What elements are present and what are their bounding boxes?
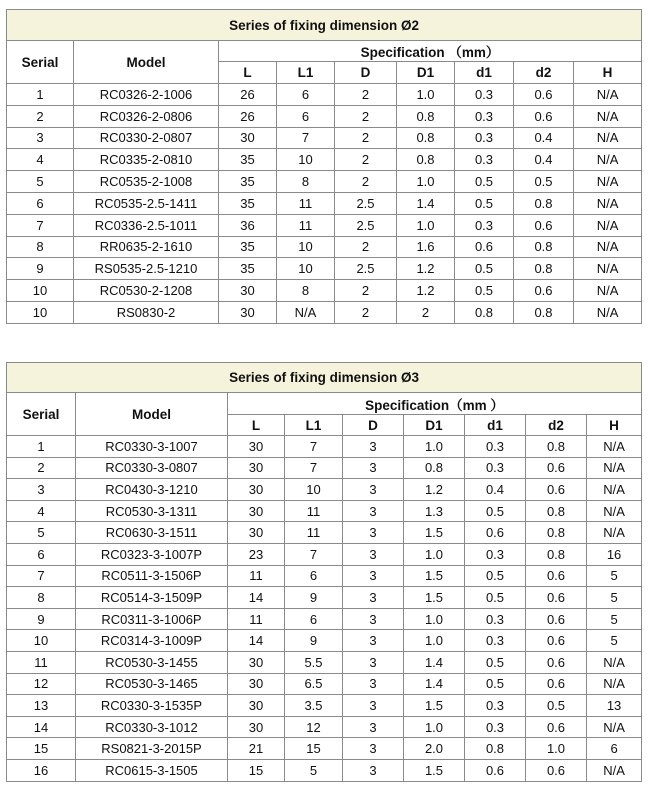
cell-d2: 0.8 <box>526 522 587 544</box>
cell-h: N/A <box>574 214 642 236</box>
cell-l: 30 <box>228 457 285 479</box>
table-row <box>7 105 642 127</box>
cell-d-outer: 3 <box>343 500 404 522</box>
cell-d1: 2 <box>397 301 455 323</box>
cell-d-outer: 3 <box>343 738 404 760</box>
cell-d2: 0.6 <box>526 565 587 587</box>
cell-d-outer: 2 <box>335 236 397 258</box>
cell-l: 30 <box>228 522 285 544</box>
cell-model: RR0635-2-1610 <box>74 236 219 258</box>
cell-model: RC0615-3-1505 <box>76 759 228 781</box>
cell-l1: 11 <box>277 192 335 214</box>
cell-model: RC0511-3-1506P <box>76 565 228 587</box>
table-row <box>7 457 642 479</box>
table-body <box>7 436 642 782</box>
cell-model: RC0335-2-0810 <box>74 149 219 171</box>
cell-h: N/A <box>587 522 642 544</box>
cell-model: RC0530-3-1455 <box>76 651 228 673</box>
cell-l1: 9 <box>285 630 343 652</box>
cell-d1-small: 0.5 <box>455 192 514 214</box>
cell-d-outer: 3 <box>343 651 404 673</box>
cell-l: 21 <box>228 738 285 760</box>
cell-serial: 6 <box>7 192 74 214</box>
table-row <box>7 651 642 673</box>
table-row <box>7 301 642 323</box>
cell-model: RC0330-3-1535P <box>76 695 228 717</box>
cell-d1: 1.4 <box>397 192 455 214</box>
cell-d1-small: 0.3 <box>455 214 514 236</box>
cell-d1: 1.0 <box>404 543 465 565</box>
cell-h: 5 <box>587 565 642 587</box>
cell-d-outer: 2.5 <box>335 258 397 280</box>
cell-model: RC0330-3-1012 <box>76 716 228 738</box>
cell-d1: 1.5 <box>404 522 465 544</box>
cell-d-outer: 3 <box>343 543 404 565</box>
cell-l: 35 <box>219 171 277 193</box>
cell-l: 26 <box>219 105 277 127</box>
table-row <box>7 84 642 106</box>
cell-serial: 1 <box>7 436 76 458</box>
cell-l1: 6.5 <box>285 673 343 695</box>
header-l1: L1 <box>277 62 335 84</box>
cell-model: RC0430-3-1210 <box>76 479 228 501</box>
table-row <box>7 236 642 258</box>
table-row <box>7 608 642 630</box>
cell-h: N/A <box>574 301 642 323</box>
cell-model: RC0530-3-1311 <box>76 500 228 522</box>
table-row <box>7 543 642 565</box>
table-row <box>7 759 642 781</box>
header-d1: d1 <box>465 415 526 436</box>
cell-d1: 1.0 <box>404 630 465 652</box>
table-row <box>7 673 642 695</box>
cell-model: RC0323-3-1007P <box>76 543 228 565</box>
cell-l1: 11 <box>285 500 343 522</box>
cell-l1: 7 <box>285 436 343 458</box>
fixing-dimension-table-2 <box>6 9 642 324</box>
cell-h: N/A <box>574 236 642 258</box>
cell-l1: 10 <box>285 479 343 501</box>
cell-h: 5 <box>587 608 642 630</box>
cell-d1-small: 0.3 <box>455 149 514 171</box>
header-serial: Serial <box>7 41 74 84</box>
cell-serial: 5 <box>7 171 74 193</box>
cell-d-outer: 2.5 <box>335 214 397 236</box>
cell-l: 23 <box>228 543 285 565</box>
cell-d-outer: 3 <box>343 716 404 738</box>
cell-d-outer: 2 <box>335 280 397 302</box>
cell-d1-small: 0.8 <box>465 738 526 760</box>
cell-d2: 1.0 <box>526 738 587 760</box>
cell-serial: 13 <box>7 695 76 717</box>
cell-model: RS0535-2.5-1210 <box>74 258 219 280</box>
cell-model: RS0830-2 <box>74 301 219 323</box>
cell-d1-small: 0.6 <box>455 236 514 258</box>
cell-model: RC0535-2-1008 <box>74 171 219 193</box>
cell-model: RC0326-2-1006 <box>74 84 219 106</box>
cell-d1: 1.6 <box>397 236 455 258</box>
cell-d2: 0.6 <box>526 630 587 652</box>
header-specification: Specification （mm） <box>219 41 642 62</box>
cell-d1-small: 0.6 <box>465 759 526 781</box>
cell-d-outer: 2 <box>335 105 397 127</box>
cell-h: 5 <box>587 587 642 609</box>
header-d1: D1 <box>397 62 455 84</box>
cell-d1: 1.2 <box>397 258 455 280</box>
cell-model: RC0330-3-1007 <box>76 436 228 458</box>
cell-d1: 2.0 <box>404 738 465 760</box>
cell-l1: 7 <box>285 543 343 565</box>
cell-d1-small: 0.3 <box>455 127 514 149</box>
table-row <box>7 280 642 302</box>
cell-d2: 0.4 <box>514 127 574 149</box>
cell-d2: 0.6 <box>514 84 574 106</box>
cell-model: RC0314-3-1009P <box>76 630 228 652</box>
cell-d1: 1.2 <box>397 280 455 302</box>
table-row <box>7 738 642 760</box>
table-body <box>7 84 642 324</box>
table-row <box>7 565 642 587</box>
cell-l: 11 <box>228 565 285 587</box>
cell-l1: 9 <box>285 587 343 609</box>
cell-serial: 10 <box>7 280 74 302</box>
header-l: L <box>219 62 277 84</box>
cell-l: 30 <box>228 695 285 717</box>
cell-serial: 9 <box>7 258 74 280</box>
cell-model: RC0530-2-1208 <box>74 280 219 302</box>
header-d2: d2 <box>514 62 574 84</box>
cell-d2: 0.6 <box>514 280 574 302</box>
cell-h: N/A <box>587 500 642 522</box>
header-d1: D1 <box>404 415 465 436</box>
cell-l1: N/A <box>277 301 335 323</box>
cell-model: RC0330-2-0807 <box>74 127 219 149</box>
cell-d1-small: 0.3 <box>465 630 526 652</box>
cell-d-outer: 3 <box>343 436 404 458</box>
table-row <box>7 500 642 522</box>
cell-l: 30 <box>228 673 285 695</box>
cell-h: N/A <box>587 479 642 501</box>
cell-d2: 0.8 <box>526 543 587 565</box>
cell-d2: 0.8 <box>526 436 587 458</box>
cell-d2: 0.8 <box>514 301 574 323</box>
cell-serial: 1 <box>7 84 74 106</box>
cell-h: N/A <box>587 651 642 673</box>
cell-d2: 0.6 <box>514 214 574 236</box>
cell-serial: 2 <box>7 457 76 479</box>
header-d: D <box>343 415 404 436</box>
cell-h: N/A <box>574 258 642 280</box>
cell-d1-small: 0.5 <box>465 500 526 522</box>
table-row <box>7 695 642 717</box>
cell-d2: 0.6 <box>526 759 587 781</box>
cell-d-outer: 3 <box>343 630 404 652</box>
cell-model: RC0336-2.5-1011 <box>74 214 219 236</box>
cell-d1-small: 0.6 <box>465 522 526 544</box>
table-row <box>7 716 642 738</box>
cell-d1: 1.5 <box>404 759 465 781</box>
cell-h: N/A <box>574 127 642 149</box>
cell-l: 30 <box>219 127 277 149</box>
cell-l1: 3.5 <box>285 695 343 717</box>
cell-model: RC0326-2-0806 <box>74 105 219 127</box>
cell-serial: 3 <box>7 127 74 149</box>
cell-d2: 0.6 <box>526 608 587 630</box>
cell-d2: 0.5 <box>514 171 574 193</box>
cell-d1: 0.8 <box>397 127 455 149</box>
cell-l1: 10 <box>277 236 335 258</box>
cell-serial: 11 <box>7 651 76 673</box>
cell-d-outer: 3 <box>343 522 404 544</box>
header-h: H <box>574 62 642 84</box>
cell-model: RC0514-3-1509P <box>76 587 228 609</box>
header-d2: d2 <box>526 415 587 436</box>
cell-d1: 1.5 <box>404 587 465 609</box>
cell-h: N/A <box>574 105 642 127</box>
header-model: Model <box>74 41 219 84</box>
cell-d2: 0.6 <box>526 479 587 501</box>
table-row <box>7 214 642 236</box>
cell-serial: 12 <box>7 673 76 695</box>
cell-serial: 15 <box>7 738 76 760</box>
cell-serial: 3 <box>7 479 76 501</box>
cell-d2: 0.8 <box>526 500 587 522</box>
cell-d1: 1.0 <box>397 84 455 106</box>
header-d1: d1 <box>455 62 514 84</box>
table-row <box>7 192 642 214</box>
header-l1: L1 <box>285 415 343 436</box>
cell-d-outer: 3 <box>343 695 404 717</box>
table-row <box>7 149 642 171</box>
cell-l1: 7 <box>277 127 335 149</box>
cell-l: 35 <box>219 149 277 171</box>
cell-l1: 8 <box>277 280 335 302</box>
cell-l: 15 <box>228 759 285 781</box>
cell-serial: 2 <box>7 105 74 127</box>
cell-l: 35 <box>219 236 277 258</box>
cell-d1: 0.8 <box>397 149 455 171</box>
cell-d1: 1.0 <box>404 436 465 458</box>
cell-serial: 4 <box>7 500 76 522</box>
cell-h: 16 <box>587 543 642 565</box>
cell-d1-small: 0.5 <box>455 280 514 302</box>
cell-serial: 8 <box>7 236 74 258</box>
cell-d1-small: 0.3 <box>455 105 514 127</box>
cell-l: 30 <box>219 301 277 323</box>
cell-d2: 0.6 <box>526 651 587 673</box>
cell-serial: 6 <box>7 543 76 565</box>
cell-serial: 10 <box>7 301 74 323</box>
cell-h: N/A <box>587 759 642 781</box>
cell-model: RC0330-3-0807 <box>76 457 228 479</box>
cell-l1: 11 <box>277 214 335 236</box>
cell-l1: 5 <box>285 759 343 781</box>
cell-l: 35 <box>219 258 277 280</box>
cell-l1: 6 <box>285 565 343 587</box>
cell-d1: 1.3 <box>404 500 465 522</box>
cell-d2: 0.6 <box>526 587 587 609</box>
cell-l1: 6 <box>277 105 335 127</box>
cell-l1: 5.5 <box>285 651 343 673</box>
table-row <box>7 171 642 193</box>
cell-d1-small: 0.3 <box>465 608 526 630</box>
cell-l: 14 <box>228 587 285 609</box>
cell-h: N/A <box>574 171 642 193</box>
cell-h: N/A <box>587 436 642 458</box>
cell-model: RC0535-2.5-1411 <box>74 192 219 214</box>
cell-l1: 6 <box>277 84 335 106</box>
cell-l: 30 <box>228 436 285 458</box>
cell-l1: 8 <box>277 171 335 193</box>
cell-l: 30 <box>228 651 285 673</box>
cell-h: N/A <box>587 716 642 738</box>
cell-d1-small: 0.4 <box>465 479 526 501</box>
cell-d-outer: 3 <box>343 587 404 609</box>
table-row <box>7 258 642 280</box>
cell-serial: 9 <box>7 608 76 630</box>
header-model: Model <box>76 393 228 436</box>
cell-d2: 0.6 <box>526 457 587 479</box>
cell-d1-small: 0.3 <box>465 695 526 717</box>
table-row <box>7 127 642 149</box>
cell-d2: 0.8 <box>514 258 574 280</box>
table-row <box>7 587 642 609</box>
cell-d2: 0.6 <box>526 673 587 695</box>
cell-d1-small: 0.5 <box>455 258 514 280</box>
table-row <box>7 479 642 501</box>
cell-l: 30 <box>219 280 277 302</box>
cell-l: 30 <box>228 479 285 501</box>
cell-model: RS0821-3-2015P <box>76 738 228 760</box>
cell-d1: 0.8 <box>404 457 465 479</box>
cell-d1: 1.0 <box>397 214 455 236</box>
cell-d2: 0.6 <box>526 716 587 738</box>
cell-d1-small: 0.3 <box>465 716 526 738</box>
cell-d-outer: 3 <box>343 759 404 781</box>
cell-h: 6 <box>587 738 642 760</box>
header-serial: Serial <box>7 393 76 436</box>
cell-d1: 1.0 <box>397 171 455 193</box>
cell-d1: 1.5 <box>404 695 465 717</box>
cell-d1: 1.5 <box>404 565 465 587</box>
cell-d1-small: 0.3 <box>455 84 514 106</box>
cell-d-outer: 2 <box>335 301 397 323</box>
cell-l1: 7 <box>285 457 343 479</box>
header-l: L <box>228 415 285 436</box>
cell-serial: 10 <box>7 630 76 652</box>
cell-d-outer: 2 <box>335 84 397 106</box>
cell-l: 11 <box>228 608 285 630</box>
cell-serial: 14 <box>7 716 76 738</box>
cell-d-outer: 3 <box>343 479 404 501</box>
table-title: Series of fixing dimension Ø2 <box>7 10 642 41</box>
cell-d1-small: 0.5 <box>465 673 526 695</box>
cell-l1: 12 <box>285 716 343 738</box>
header-d: D <box>335 62 397 84</box>
cell-serial: 5 <box>7 522 76 544</box>
cell-d-outer: 3 <box>343 457 404 479</box>
cell-l: 36 <box>219 214 277 236</box>
cell-d-outer: 3 <box>343 565 404 587</box>
cell-l1: 10 <box>277 149 335 171</box>
cell-d1: 1.4 <box>404 651 465 673</box>
cell-model: RC0311-3-1006P <box>76 608 228 630</box>
cell-d-outer: 3 <box>343 673 404 695</box>
table-title: Series of fixing dimension Ø3 <box>7 363 642 393</box>
cell-d1-small: 0.3 <box>465 457 526 479</box>
cell-d-outer: 2 <box>335 171 397 193</box>
cell-d2: 0.5 <box>526 695 587 717</box>
cell-l: 35 <box>219 192 277 214</box>
cell-l: 26 <box>219 84 277 106</box>
cell-d1: 0.8 <box>397 105 455 127</box>
cell-l1: 15 <box>285 738 343 760</box>
cell-serial: 7 <box>7 214 74 236</box>
cell-h: N/A <box>587 457 642 479</box>
cell-d-outer: 2.5 <box>335 192 397 214</box>
header-h: H <box>587 415 642 436</box>
cell-d-outer: 2 <box>335 149 397 171</box>
cell-h: N/A <box>574 149 642 171</box>
cell-l: 14 <box>228 630 285 652</box>
cell-l1: 11 <box>285 522 343 544</box>
cell-d1-small: 0.5 <box>465 651 526 673</box>
cell-d2: 0.8 <box>514 236 574 258</box>
cell-h: N/A <box>587 673 642 695</box>
cell-h: N/A <box>574 280 642 302</box>
cell-d1-small: 0.5 <box>455 171 514 193</box>
cell-serial: 16 <box>7 759 76 781</box>
table-row <box>7 522 642 544</box>
table-row <box>7 436 642 458</box>
cell-d1-small: 0.5 <box>465 587 526 609</box>
cell-d2: 0.6 <box>514 105 574 127</box>
cell-d2: 0.8 <box>514 192 574 214</box>
cell-serial: 4 <box>7 149 74 171</box>
cell-d1-small: 0.3 <box>465 543 526 565</box>
header-specification: Specification（mm ） <box>228 393 642 415</box>
cell-h: N/A <box>574 192 642 214</box>
cell-d1: 1.2 <box>404 479 465 501</box>
cell-l: 30 <box>228 500 285 522</box>
cell-l1: 6 <box>285 608 343 630</box>
cell-d1-small: 0.8 <box>455 301 514 323</box>
cell-h: 13 <box>587 695 642 717</box>
cell-d1: 1.0 <box>404 716 465 738</box>
cell-d-outer: 2 <box>335 127 397 149</box>
cell-d1: 1.0 <box>404 608 465 630</box>
cell-d1: 1.4 <box>404 673 465 695</box>
cell-serial: 8 <box>7 587 76 609</box>
cell-h: N/A <box>574 84 642 106</box>
cell-l: 30 <box>228 716 285 738</box>
cell-d-outer: 3 <box>343 608 404 630</box>
cell-model: RC0630-3-1511 <box>76 522 228 544</box>
cell-d1-small: 0.3 <box>465 436 526 458</box>
table-row <box>7 630 642 652</box>
cell-d1-small: 0.5 <box>465 565 526 587</box>
cell-l1: 10 <box>277 258 335 280</box>
cell-model: RC0530-3-1465 <box>76 673 228 695</box>
cell-d2: 0.4 <box>514 149 574 171</box>
cell-serial: 7 <box>7 565 76 587</box>
fixing-dimension-table-3 <box>6 362 642 782</box>
cell-h: 5 <box>587 630 642 652</box>
